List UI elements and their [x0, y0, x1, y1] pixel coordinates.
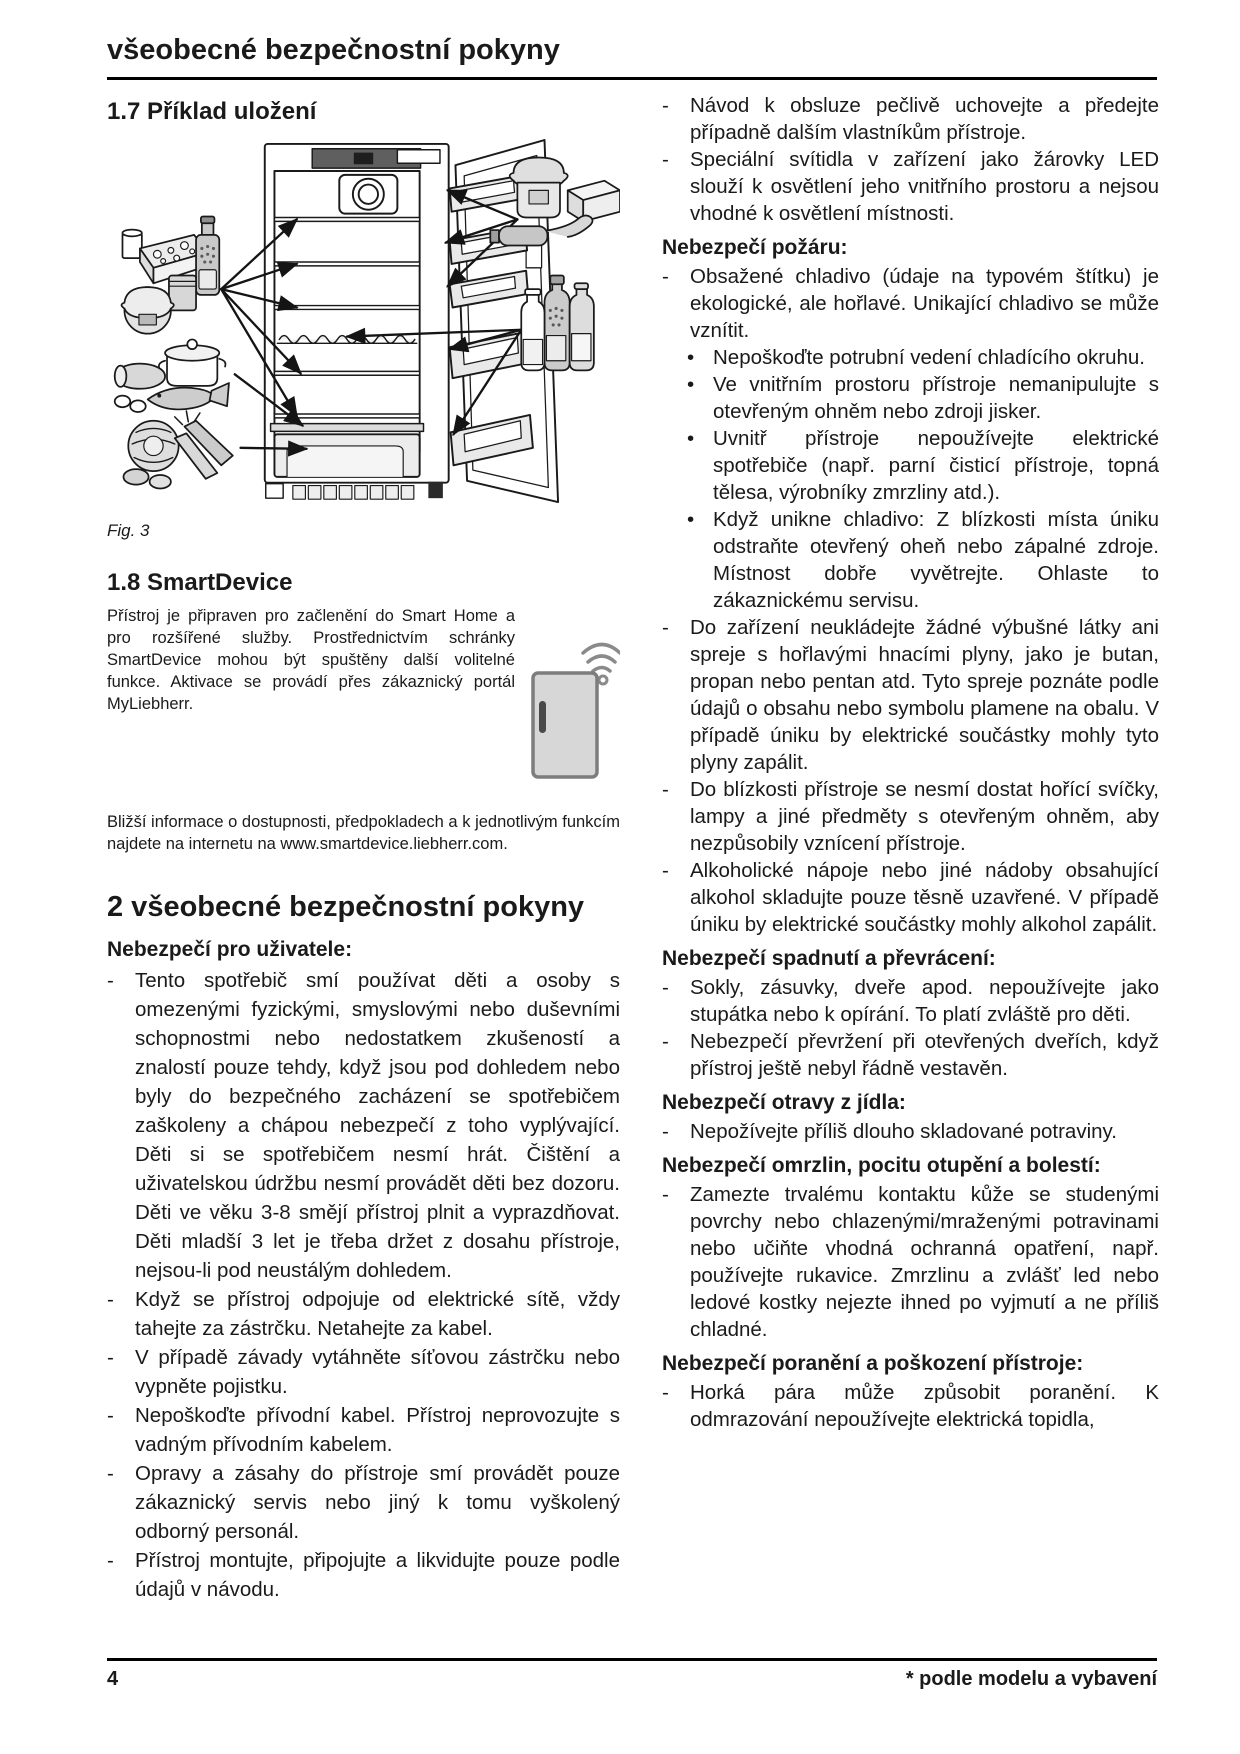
list-item-text: V případě závady vytáhněte síťovou zástrčku nebo vypněte pojistku.	[135, 1346, 620, 1398]
bullet-list-item	[662, 371, 1159, 425]
list-item-text: Když unikne chladivo: Z blízkosti místa úniku odstraňte otevřený oheň nebo zápalné zdroje. Místnost dobře vyvětrejte. Ohlaste to zákaznickému servisu.	[713, 508, 1159, 612]
dash-list-item	[662, 1181, 1159, 1343]
dash-marker: -	[662, 859, 669, 882]
dash-marker: -	[662, 94, 669, 117]
dash-list-item	[662, 1118, 1159, 1145]
list-item-text: Nepožívejte příliš dlouho skladované potraviny.	[690, 1120, 1117, 1143]
list-item-text: Alkoholické nápoje nebo jiné nádoby obsahující alkohol skladujte pouze těsně uzavřené. V případě úniku by elektrické součástky mohly alkohol zapálit.	[690, 859, 1159, 936]
pot-fish-bread-icon	[115, 339, 229, 412]
page-number: 4	[107, 1668, 119, 1690]
bullet-marker: •	[687, 427, 695, 450]
dash-list-item	[662, 1379, 1159, 1433]
two-column-layout	[107, 92, 1157, 1604]
list-item-text: Sokly, zásuvky, dveře apod. nepoužívejte jako stupátka nebo k opírání. To platí zvláště pro děti.	[690, 976, 1159, 1026]
safety-heading: Nebezpečí poranění a poškození přístroje:	[662, 1352, 1084, 1375]
dairy-foods-icon	[122, 217, 220, 334]
dash-marker: -	[662, 1120, 669, 1143]
safety-heading: Nebezpečí otravy z jídla:	[662, 1091, 906, 1114]
smartdevice-paragraph: Přístroj je připraven pro začlenění do Smart Home a pro rozšířené služby. Prostřednictvím schránky SmartDevice mohou být spuštěny další volitelné funkce. Aktivace se provádí přes zákaznický portál MyLiebherr.	[107, 607, 515, 713]
fig3-illustration	[107, 130, 620, 515]
dash-marker: -	[107, 1346, 114, 1369]
dash-marker: -	[107, 1288, 114, 1311]
dash-list-item	[662, 776, 1159, 857]
list-item-text: Přístroj montujte, připojujte a likvidujte pouze podle údajů v návodu.	[135, 1549, 620, 1601]
list-item-text: Do zařízení neukládejte žádné výbušné látky ani spreje s hořlavými hnacími plyny, jako je butan, propan nebo pentan atd. Tyto spreje poznáte podle údajů o obsahu nebo symbolu plamene na obalu. V případě úniku by elektrické součástky mohly tyto plyny zapálit.	[690, 616, 1159, 774]
safety-heading: Nebezpečí spadnutí a převrácení:	[662, 947, 996, 970]
footer-rule	[107, 1658, 1157, 1661]
footer-note: * podle modelu a vybavení	[905, 1668, 1157, 1690]
section-1-8-heading: 1.8 SmartDevice	[107, 569, 293, 596]
fridge-handle	[539, 701, 546, 733]
list-item-text: Ve vnitřním prostoru přístroje nemanipulujte s otevřeným ohněm nebo zdroji jisker.	[713, 373, 1159, 423]
list-item-text: Speciální svítidla v zařízení jako žárovky LED slouží k osvětlení jeho vnitřního prostoru a nejsou vhodné k osvětlení místnosti.	[690, 148, 1159, 225]
dash-marker: -	[107, 1404, 114, 1427]
list-item-text: Horká pára může způsobit poranění. K odmrazování nepoužívejte elektrická topidla,	[690, 1381, 1159, 1431]
list-item-text: Nebezpečí převržení při otevřených dveřích, když přístroj ještě nebyl řádně vestavěn.	[690, 1030, 1159, 1080]
left-safety-list	[107, 936, 620, 1604]
dash-list-item	[107, 1401, 620, 1459]
bullet-list-item	[662, 344, 1159, 371]
list-item-text: Návod k obsluze pečlivě uchovejte a předejte případně dalším vlastníkům přístroje.	[690, 94, 1159, 144]
list-item-text: Nepoškoďte potrubní vedení chladícího okruhu.	[713, 346, 1145, 369]
dash-list-item	[662, 614, 1159, 776]
dash-list-item	[107, 1285, 620, 1343]
right-column	[662, 92, 1159, 1433]
dash-marker: -	[107, 969, 114, 992]
dash-marker: -	[662, 778, 669, 801]
dash-list-item	[662, 1028, 1159, 1082]
dash-list-item	[107, 1343, 620, 1401]
right-safety-list	[662, 92, 1159, 1433]
footer-row	[107, 1668, 1157, 1691]
fridge-wifi-icon	[525, 629, 620, 781]
bullet-marker: •	[687, 508, 695, 531]
list-item-text: Opravy a zásahy do přístroje smí provádět pouze zákaznický servis nebo jiný k tomu vyškolený odborný personál.	[135, 1462, 620, 1543]
dash-list-item	[107, 966, 620, 1285]
dash-marker: -	[107, 1462, 114, 1485]
list-item-text: Zamezte trvalému kontaktu kůže se studenými povrchy nebo chlazenými/mraženými potravinami nebo učiňte vhodná ochranná opatření, např. používejte rukavice. Zmrzlinu a zvlášť led nebo ledové kostky nejezte ihned po vyjmutí a ne příliš chladné.	[690, 1183, 1159, 1341]
dash-list-item	[662, 146, 1159, 227]
list-item-text: Do blízkosti přístroje se nesmí dostat hořící svíčky, lampy a jiné předměty s otevřeným ohněm, aby nezpůsobily vznícení přístroje.	[690, 778, 1159, 855]
dash-marker: -	[662, 148, 669, 171]
section-1-7-heading: 1.7 Příklad uložení	[107, 98, 317, 125]
dash-list-item	[662, 857, 1159, 938]
safety-heading: Nebezpečí požáru:	[662, 236, 848, 259]
list-item-text: Nepoškoďte přívodní kabel. Přístroj neprovozujte s vadným přívodním kabelem.	[135, 1404, 620, 1456]
dash-marker: -	[662, 265, 669, 288]
page-title: všeobecné bezpečnostní pokyny	[107, 34, 560, 66]
vegetables-icon	[123, 411, 232, 488]
smartdevice-row	[107, 605, 620, 781]
bullet-marker: •	[687, 346, 695, 369]
list-item-text: Tento spotřebič smí používat děti a osoby s omezenými fyzickými, smyslovými nebo duševními schopnostmi nebo nedostatkem zkušeností a znalostí pouze tehdy, když jsou pod dohledem nebo byly do bezpečného zacházení se spotřebičem zaškoleny a chápou nebezpečí z toho vyplývající. Děti si se spotřebičem nesmí hrát. Čištění a uživatelskou údržbu nesmí provádět děti bez dozoru. Děti ve věku 3-8 smějí přístroj plnit a vyprazdňovat. Děti mladší 3 let je třeba držet z dosahu přístroje, nejsou-li pod neustálým dohledem.	[135, 969, 620, 1282]
list-item-text: Obsažené chladivo (údaje na typovém štítku) je ekologické, ale hořlavé. Unikající chladivo se může vznítit.	[690, 265, 1159, 342]
header-rule	[107, 77, 1157, 80]
page-footer	[107, 1658, 1157, 1691]
dash-marker: -	[662, 976, 669, 999]
smartdevice-note: Bližší informace o dostupnosti, předpokladech a k jednotlivým funkcím najdete na internetu na www.smartdevice.liebherr.com.	[107, 813, 620, 853]
dash-list-item	[662, 92, 1159, 146]
dash-marker: -	[107, 1549, 114, 1572]
dash-list-item	[107, 1459, 620, 1546]
dash-marker: -	[662, 1030, 669, 1053]
list-item-text: Když se přístroj odpojuje od elektrické sítě, vždy tahejte za zástrčku. Netahejte za kabel.	[135, 1288, 620, 1340]
bullet-list-item	[662, 425, 1159, 506]
dash-list-item	[662, 263, 1159, 344]
dash-marker: -	[662, 1381, 669, 1404]
list-item-text: Uvnitř přístroje nepoužívejte elektrické spotřebiče (např. parní čisticí přístroje, topná tělesa, výrobníky zmrzliny atd.).	[713, 427, 1159, 504]
left-column	[107, 92, 620, 1604]
bullet-marker: •	[687, 373, 695, 396]
figure-caption: Fig. 3	[107, 521, 150, 540]
bottles-icon	[521, 276, 594, 371]
safety-heading: Nebezpečí pro uživatele:	[107, 938, 353, 961]
dash-list-item	[662, 974, 1159, 1028]
bullet-list-item	[662, 506, 1159, 614]
dash-marker: -	[662, 616, 669, 639]
section-2-heading: 2 všeobecné bezpečnostní pokyny	[107, 891, 585, 923]
dash-list-item	[107, 1546, 620, 1604]
safety-heading: Nebezpečí omrzlin, pocitu otupění a bolestí:	[662, 1154, 1101, 1177]
refrigerator-cabinet-icon	[265, 144, 449, 499]
dash-marker: -	[662, 1183, 669, 1206]
